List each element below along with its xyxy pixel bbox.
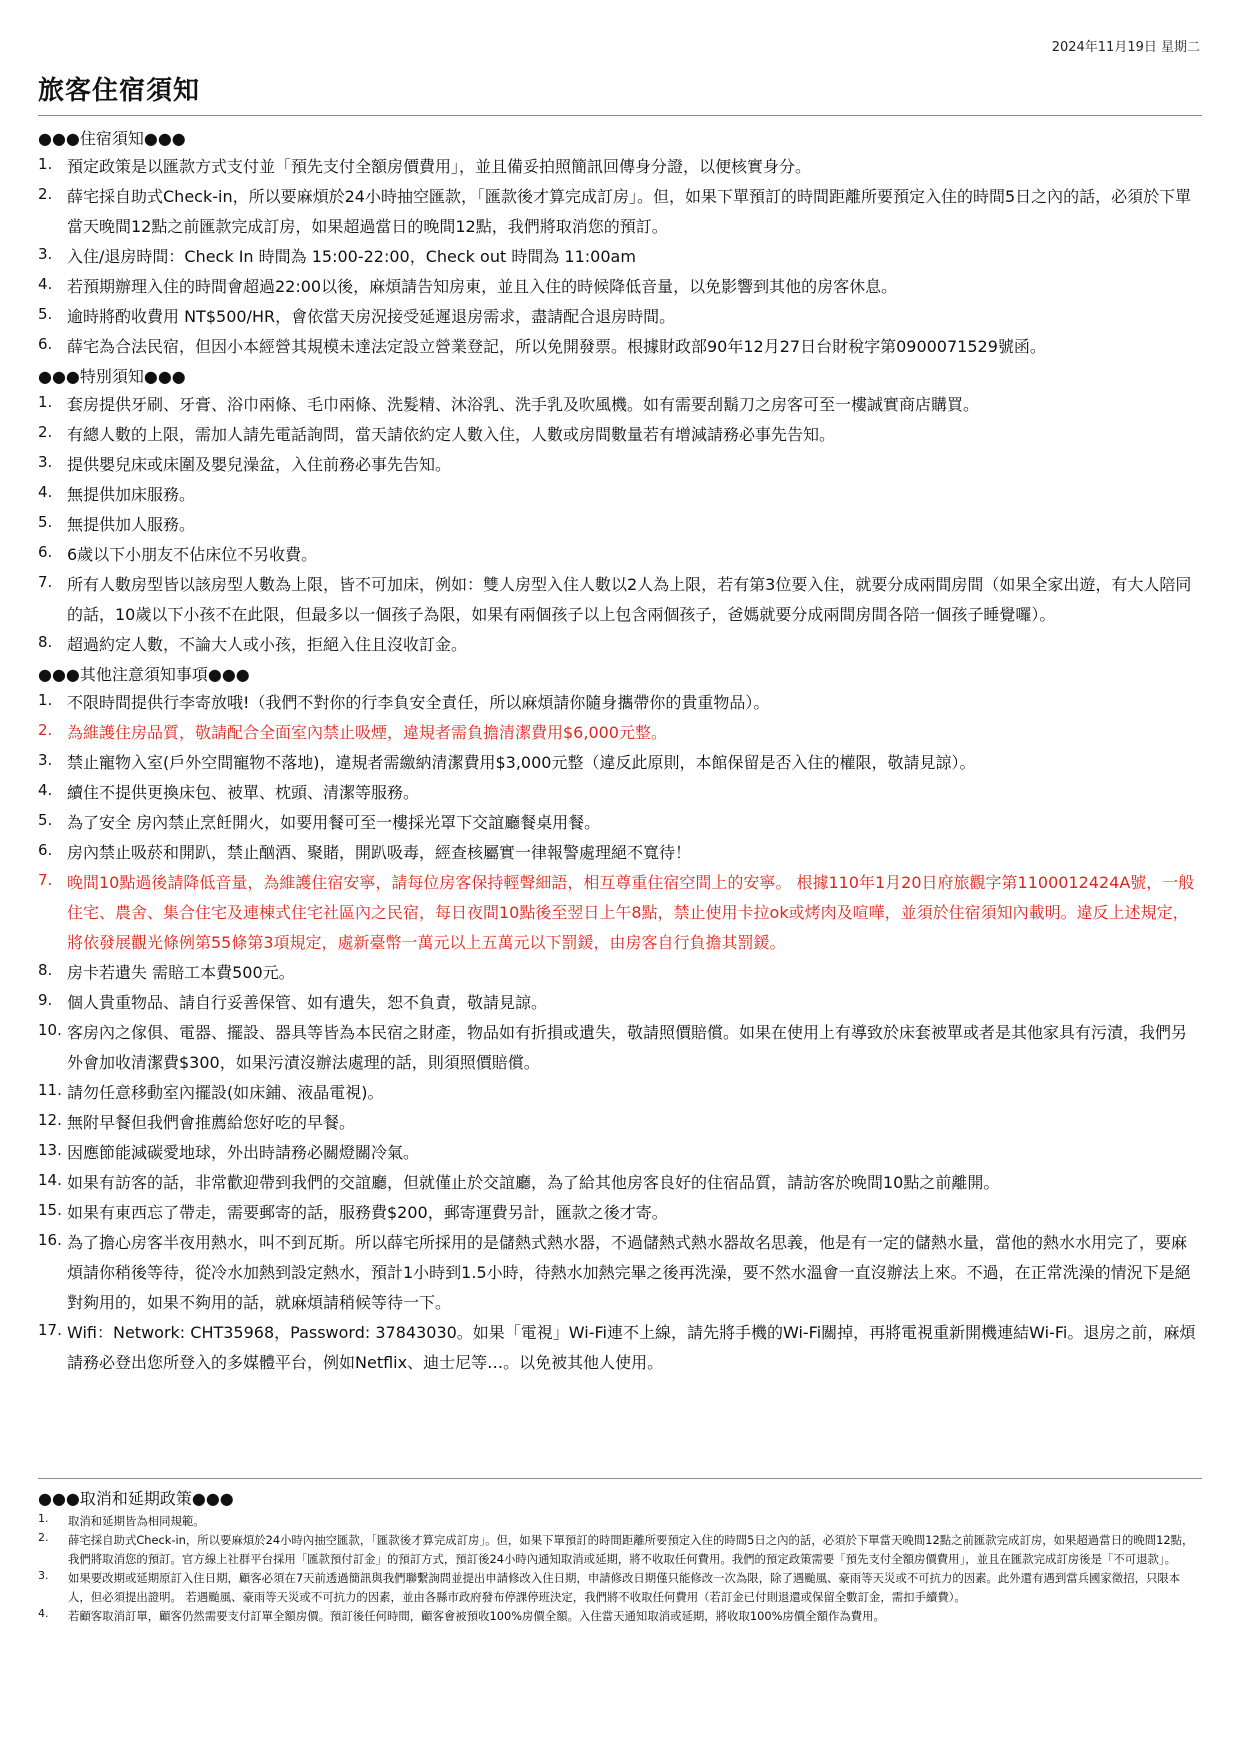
list-item <box>38 718 1200 748</box>
list-item <box>38 838 1200 868</box>
item-text: 無提供加人服務。 <box>67 515 196 534</box>
item-text: 為了安全 房內禁止烹飪開火，如要用餐可至一樓採光罩下交誼廳餐桌用餐。 <box>67 813 601 832</box>
item-text: 6歲以下小朋友不佔床位不另收費。 <box>67 545 318 564</box>
list-item <box>38 748 1200 778</box>
list-item <box>38 420 1200 450</box>
item-text: 如果要改期或延期原訂入住日期，顧客必須在7天前透過簡訊與我們聯繫詢問並提出申請修改入住日期，申請修改日期僅只能修改一次為限，除了遇颱風、豪雨等天災或不可抗力的因素。此外還有遇到當兵國家徵招，只限本人，但必須提出證明。 若遇颱風、豪雨等天災或不可抗力的因素，並由各縣市政府發布停課停班決定，我們將不收取任何費用（若訂金已付則退還或保留全數訂金，需扣手續費）。 <box>68 1571 1181 1604</box>
item-number: 4. <box>38 275 53 293</box>
item-text: 房卡若遺失 需賠工本費500元。 <box>67 963 295 982</box>
item-number: 6. <box>38 543 53 561</box>
item-text: 若顧客取消訂單，顧客仍然需要支付訂單全額房價。預訂後任何時間，顧客會被預收100%房價全額。入住當天通知取消或延期，將收取100%房價全額作為費用。 <box>68 1609 885 1623</box>
list-item <box>38 1198 1200 1228</box>
item-number: 4. <box>38 483 53 501</box>
item-number: 1. <box>38 155 53 173</box>
item-text: 如果有訪客的話，非常歡迎帶到我們的交誼廳，但就僅止於交誼廳，為了給其他房客良好的住宿品質，請訪客於晚間10點之前離開。 <box>67 1173 1000 1192</box>
rules-content <box>38 124 1200 1378</box>
special-notes-heading: ●●●特別須知●●● <box>38 367 186 386</box>
list-item <box>38 1018 1200 1078</box>
list-item <box>38 302 1200 332</box>
list-item <box>38 1138 1200 1168</box>
list-item <box>38 242 1200 272</box>
list-item <box>38 630 1200 660</box>
item-text: 若預期辦理入住的時間會超過22:00以後，麻煩請告知房東，並且入住的時候降低音量，以免影響到其他的房客休息。 <box>67 277 898 296</box>
section-divider <box>38 1478 1202 1479</box>
item-text: 禁止寵物入室(戶外空間寵物不落地)，違規者需繳納清潔費用$3,000元整（違反此原則，本館保留是否入住的權限，敬請見諒）。 <box>67 753 976 772</box>
item-number: 8. <box>38 961 53 979</box>
item-number: 7. <box>38 871 53 889</box>
list-item <box>38 1512 1200 1531</box>
list-item <box>38 1607 1200 1626</box>
item-text: 預定政策是以匯款方式支付並「預先支付全額房價費用」，並且備妥拍照簡訊回傳身分證，以便核實身分。 <box>67 157 812 176</box>
item-number: 5. <box>38 811 53 829</box>
item-number: 7. <box>38 573 53 591</box>
item-text: 提供嬰兒床或床圍及嬰兒澡盆，入住前務必事先告知。 <box>67 455 452 474</box>
stay-rules-list <box>38 152 1200 362</box>
list-item <box>38 1228 1200 1318</box>
item-text: 薛宅採自助式Check-in，所以要麻煩於24小時內抽空匯款，「匯款後才算完成訂房」。但，如果下單預訂的時間距離所要預定入住的時間5日之內的話，必須於下單當天晚間12點之前匯款完成訂房，如果超過當日的晚間12點，我們將取消您的預訂。官方線上社群平台採用「匯款預付訂金」的預訂方式，預訂後24小時內通知取消或延期，將不收取任何費用。我們的預定政策需要「預先支付全額房價費用」，並且在匯款完成訂房後是「不可退款」。 <box>68 1533 1194 1566</box>
item-text: 續住不提供更換床包、被單、枕頭、清潔等服務。 <box>67 783 420 802</box>
item-number: 14. <box>38 1171 62 1189</box>
item-text: Wifi：Network: CHT35968，Password: 37843030。如果「電視」Wi-Fi連不上線，請先將手機的Wi-Fi關掉，再將電視重新開機連結Wi-Fi。退房之前，麻煩請務必登出您所登入的多媒體平台，例如Netflix、迪士尼等…。以免被其他人使用。 <box>67 1323 1196 1372</box>
special-notes-list <box>38 390 1200 660</box>
item-text: 逾時將酌收費用 NT$500/HR，會依當天房況接受延遲退房需求，盡請配合退房時間。 <box>67 307 676 326</box>
document-date: 2024年11月19日 星期二 <box>1051 40 1200 55</box>
item-number: 2. <box>38 185 53 203</box>
item-number: 10. <box>38 1021 62 1039</box>
item-text: 所有人數房型皆以該房型人數為上限，皆不可加床，例如：雙人房型入住人數以2人為上限，若有第3位要入住，就要分成兩間房間（如果全家出遊，有大人陪同的話，10歲以下小孩不在此限，但最多以一個孩子為限，如果有兩個孩子以上包含兩個孩子，爸媽就要分成兩間房間各陪一個孩子睡覺囉）。 <box>67 575 1192 624</box>
item-text: 個人貴重物品、請自行妥善保管、如有遺失，恕不負責，敬請見諒。 <box>67 993 548 1012</box>
list-item <box>38 510 1200 540</box>
item-number: 5. <box>38 305 53 323</box>
item-number: 5. <box>38 513 53 531</box>
title-divider <box>38 115 1202 116</box>
other-notes-list <box>38 688 1200 1378</box>
list-item <box>38 868 1200 958</box>
item-text: 套房提供牙刷、牙膏、浴巾兩條、毛巾兩條、洗髮精、沐浴乳、洗手乳及吹風機。如有需要刮鬍刀之房客可至一樓誠實商店購買。 <box>67 395 980 414</box>
item-number: 3. <box>38 751 53 769</box>
item-number: 3. <box>38 453 53 471</box>
item-number: 2. <box>38 423 53 441</box>
item-text: 為了擔心房客半夜用熱水，叫不到瓦斯。所以薛宅所採用的是儲熱式熱水器，不過儲熱式熱水器故名思義，他是有一定的儲熱水量，當他的熱水水用完了，要麻煩請你稍後等待，從冷水加熱到設定熱水，預計1小時到1.5小時，待熱水加熱完畢之後再洗澡，要不然水溫會一直沒辦法上來。不過，在正常洗澡的情況下是絕對夠用的，如果不夠用的話，就麻煩請稍候等待一下。 <box>67 1233 1191 1312</box>
list-item <box>38 540 1200 570</box>
item-text: 入住/退房時間：Check In 時間為 15:00-22:00，Check out 時間為 11:00am <box>67 247 636 266</box>
list-item <box>38 272 1200 302</box>
list-item <box>38 1108 1200 1138</box>
list-item <box>38 1078 1200 1108</box>
item-number: 6. <box>38 841 53 859</box>
item-number: 13. <box>38 1141 62 1159</box>
item-number: 15. <box>38 1201 62 1219</box>
item-text: 薛宅採自助式Check-in，所以要麻煩於24小時抽空匯款，「匯款後才算完成訂房」。但，如果下單預訂的時間距離所要預定入住的時間5日之內的話，必須於下單當天晚間12點之前匯款完成訂房，如果超過當日的晚間12點，我們將取消您的預訂。 <box>67 187 1192 236</box>
list-item <box>38 332 1200 362</box>
item-number: 12. <box>38 1111 62 1129</box>
item-number: 1. <box>38 691 53 709</box>
list-item <box>38 450 1200 480</box>
item-text: 為維護住房品質，敬請配合全面室內禁止吸煙，違規者需負擔清潔費用$6,000元整。 <box>67 723 667 742</box>
list-item <box>38 1318 1200 1378</box>
other-notes-heading: ●●●其他注意須知事項●●● <box>38 665 250 684</box>
item-number: 11. <box>38 1081 62 1099</box>
item-text: 有總人數的上限，需加人請先電話詢問，當天請依約定人數入住，人數或房間數量若有增減請務必事先告知。 <box>67 425 836 444</box>
item-text: 晚間10點過後請降低音量，為維護住宿安寧，請每位房客保持輕聲細語，相互尊重住宿空間上的安寧。 根據110年1月20日府旅觀字第1100012424A號，一般住宅、農舍、集合住宅及連棟式住宅社區內之民宿，每日夜間10點後至翌日上午8點，禁止使用卡拉ok或烤肉及喧嘩，並須於住宿須知內載明。違反上述規定，將依發展觀光條例第55條第3項規定，處新臺幣一萬元以上五萬元以下罰鍰，由房客自行負擔其罰鍰。 <box>67 873 1195 952</box>
item-text: 超過約定人數，不論大人或小孩，拒絕入住且沒收訂金。 <box>67 635 468 654</box>
list-item <box>38 778 1200 808</box>
item-text: 請勿任意移動室內擺設(如床鋪、液晶電視)。 <box>67 1083 384 1102</box>
item-number: 9. <box>38 991 53 1009</box>
item-text: 無提供加床服務。 <box>67 485 196 504</box>
item-text: 薛宅為合法民宿，但因小本經營其規模未達法定設立營業登記，所以免開發票。根據財政部90年12月27日台財稅字第0900071529號函。 <box>67 337 1046 356</box>
item-text: 不限時間提供行李寄放哦!（我們不對你的行李負安全責任，所以麻煩請你隨身攜帶你的貴重物品）。 <box>67 693 770 712</box>
item-text: 如果有東西忘了帶走，需要郵寄的話，服務費$200，郵寄運費另計，匯款之後才寄。 <box>67 1203 668 1222</box>
list-item <box>38 152 1200 182</box>
cancellation-list <box>38 1512 1200 1626</box>
item-number: 3. <box>38 1569 49 1582</box>
list-item <box>38 1569 1200 1607</box>
item-number: 4. <box>38 1607 49 1620</box>
item-number: 1. <box>38 393 53 411</box>
item-number: 4. <box>38 781 53 799</box>
item-text: 客房內之傢俱、電器、擺設、器具等皆為本民宿之財產，物品如有折損或遺失，敬請照價賠償。如果在使用上有導致於床套被單或者是其他家具有污漬，我們另外會加收清潔費$300，如果污漬沒辦法處理的話，則須照價賠償。 <box>67 1023 1188 1072</box>
list-item <box>38 390 1200 420</box>
item-number: 16. <box>38 1231 62 1249</box>
cancellation-policy <box>38 1486 1200 1626</box>
list-item <box>38 182 1200 242</box>
list-item <box>38 570 1200 630</box>
item-text: 房內禁止吸菸和開趴，禁止酗酒、聚賭，開趴吸毒，經查核屬實一律報警處理絕不寬待！ <box>67 843 692 862</box>
list-item <box>38 1168 1200 1198</box>
item-number: 1. <box>38 1512 49 1525</box>
item-text: 因應節能減碳愛地球，外出時請務必關燈關冷氣。 <box>67 1143 420 1162</box>
item-number: 8. <box>38 633 53 651</box>
item-number: 2. <box>38 721 53 739</box>
page-title: 旅客住宿須知 <box>38 76 201 106</box>
list-item <box>38 988 1200 1018</box>
item-number: 6. <box>38 335 53 353</box>
list-item <box>38 958 1200 988</box>
list-item <box>38 688 1200 718</box>
item-number: 3. <box>38 245 53 263</box>
list-item <box>38 480 1200 510</box>
list-item <box>38 808 1200 838</box>
item-text: 取消和延期皆為相同規範。 <box>68 1514 205 1528</box>
cancellation-heading: ●●●取消和延期政策●●● <box>38 1489 234 1508</box>
item-number: 17. <box>38 1321 62 1339</box>
item-number: 2. <box>38 1531 49 1544</box>
list-item <box>38 1531 1200 1569</box>
stay-rules-heading: ●●●住宿須知●●● <box>38 129 186 148</box>
item-text: 無附早餐但我們會推薦給您好吃的早餐。 <box>67 1113 356 1132</box>
